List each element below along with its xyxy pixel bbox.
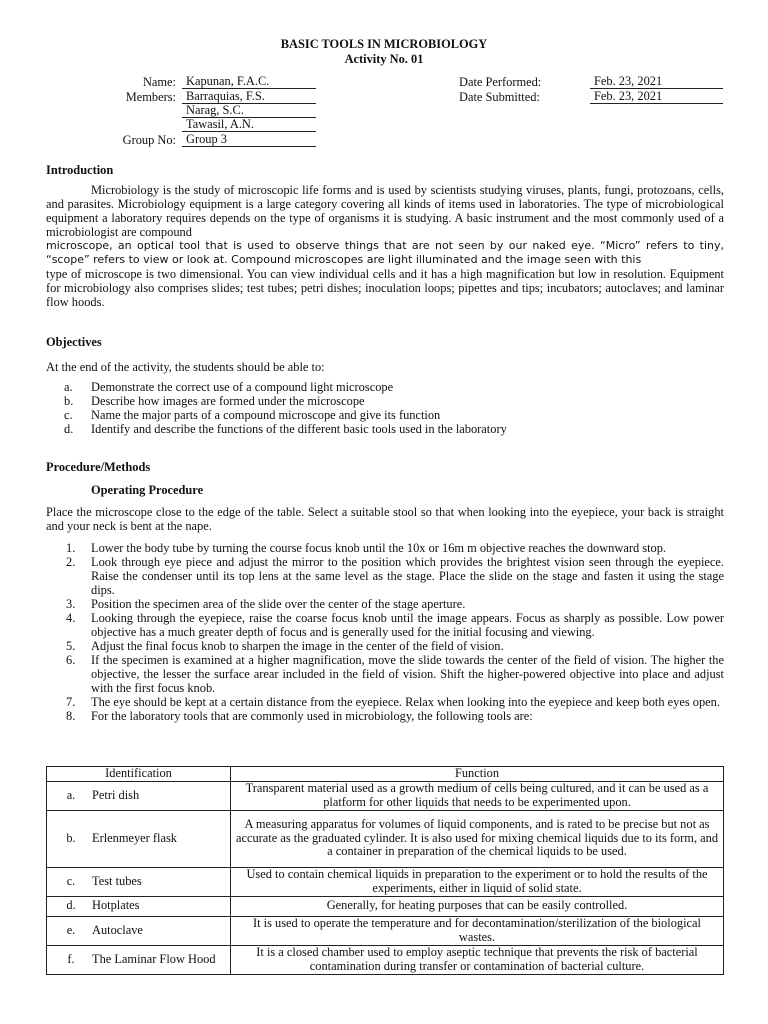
row-marker: d. <box>66 898 76 913</box>
identification-cell <box>47 916 231 945</box>
procedure-step <box>46 555 724 597</box>
objectives-intro: At the end of the activity, the students should be able to: <box>46 360 325 374</box>
tool-name: Test tubes <box>92 873 142 888</box>
list-marker: d. <box>64 422 74 436</box>
step-number: 8. <box>66 709 76 723</box>
list-item-text: Describe how images are formed under the microscope <box>91 394 365 408</box>
step-number: 6. <box>66 653 76 667</box>
group-value: Group 3 <box>182 133 316 147</box>
step-text: For the laboratory tools that are commonly used in microbiology, the following tools are: <box>91 709 533 723</box>
step-text: Look through eye piece and adjust the mirror to the position which provides the brightest vision seen through the eyepiece. Raise the condenser until its top lens at the same level as the stage. Place the slide on the stage and fasten it using the stage dips. <box>91 555 724 597</box>
members-label: Members: <box>125 90 176 104</box>
operating-procedure-subheading: Operating Procedure <box>91 483 204 497</box>
date-submitted-value: Feb. 23, 2021 <box>590 90 723 104</box>
identification-cell <box>47 810 231 867</box>
step-number: 2. <box>66 555 76 569</box>
procedure-step <box>46 709 724 723</box>
tool-name: Autoclave <box>92 922 143 937</box>
row-marker: b. <box>66 830 76 845</box>
list-item <box>46 380 724 394</box>
list-item <box>46 422 724 436</box>
objectives-list <box>46 380 724 436</box>
function-cell: It is used to operate the temperature and for decontamination/sterilization of the biological wastes. <box>231 916 724 945</box>
member-name: Tawasil, A.N. <box>182 118 316 132</box>
table-row <box>47 867 724 896</box>
list-item <box>46 408 724 422</box>
procedure-intro: Place the microscope close to the edge of the table. Select a suitable stool so that when looking into the eyepiece, your back is straight and your neck is bent at the nape. <box>46 505 724 533</box>
name-value: Kapunan, F.A.C. <box>182 75 316 89</box>
function-cell: Transparent material used as a growth medium of cells being cultured, and it can be used as a platform for other liquids that needs to be experimented upon. <box>231 781 724 810</box>
tool-name: Erlenmeyer flask <box>92 830 177 845</box>
function-cell: A measuring apparatus for volumes of liquid components, and is rated to be precise but not as accurate as the graduated cylinder. It is also used for mixing chemical liquids due to its form, and a container in preparation of the chemical liquids to be used. <box>231 810 724 867</box>
table-row <box>47 781 724 810</box>
step-text: Looking through the eyepiece, raise the coarse focus knob until the image appears. Focus as sharply as possible. Low power objective has a much greater depth of focus and is generally used for the initial focusing and viewing. <box>91 611 724 639</box>
procedure-heading: Procedure/Methods <box>46 460 151 474</box>
table-row <box>47 945 724 974</box>
document-title: BASIC TOOLS IN MICROBIOLOGY <box>280 37 488 51</box>
table-row <box>47 916 724 945</box>
member-name: Narag, S.C. <box>182 104 316 118</box>
list-marker: c. <box>64 408 73 422</box>
date-submitted-label: Date Submitted: <box>459 90 540 104</box>
row-marker: f. <box>67 951 75 966</box>
date-performed-label: Date Performed: <box>459 75 542 89</box>
step-text: Lower the body tube by turning the course focus knob until the 10x or 16m m objective reaches the downward stop. <box>91 541 666 555</box>
list-item <box>46 394 724 408</box>
table-row <box>47 810 724 867</box>
identification-cell <box>47 945 231 974</box>
step-number: 5. <box>66 639 76 653</box>
row-marker: c. <box>66 873 76 888</box>
procedure-step <box>46 653 724 695</box>
function-cell: Used to contain chemical liquids in preparation to the experiment or to hold the results of the experiments, either in liquid of solid state. <box>231 867 724 896</box>
list-marker: a. <box>64 380 73 394</box>
row-marker: a. <box>66 787 76 802</box>
introduction-paragraph-part2: microscope, an optical tool that is used to observe things that are not seen by our naked eye. “Micro” refers to tiny, “scope” refers to view or look at. Compound microscopes are light illuminated and the image seen with this <box>46 239 724 266</box>
tools-table <box>46 766 724 975</box>
step-number: 4. <box>66 611 76 625</box>
date-performed-value: Feb. 23, 2021 <box>590 75 723 89</box>
procedure-step <box>46 597 724 611</box>
list-marker: b. <box>64 394 74 408</box>
step-number: 1. <box>66 541 76 555</box>
tool-name: Hotplates <box>92 898 140 913</box>
identification-cell <box>47 867 231 896</box>
procedure-step <box>46 541 724 555</box>
column-header-function: Function <box>231 767 724 782</box>
step-text: Position the specimen area of the slide over the center of the stage aperture. <box>91 597 466 611</box>
procedure-step <box>46 695 724 709</box>
step-text: If the specimen is examined at a higher magnification, move the slide towards the center of the field of vision. The higher the objective, the lesser the surface arear included in the field of vision. Shift the higher-powered objective into place and adjust with the first focus knob. <box>91 653 724 695</box>
procedure-step <box>46 639 724 653</box>
tool-name: The Laminar Flow Hood <box>92 951 216 966</box>
function-cell: It is a closed chamber used to employ aseptic technique that prevents the risk of bacterial contamination during transfer or contamination of bacterial culture. <box>231 945 724 974</box>
identification-cell <box>47 896 231 916</box>
introduction-heading: Introduction <box>46 163 114 177</box>
introduction-text <box>46 183 724 309</box>
table-row <box>47 896 724 916</box>
objectives-heading: Objectives <box>46 335 102 349</box>
introduction-paragraph-part3: type of microscope is two dimensional. You can view individual cells and it has a high magnification but low in resolution. Equipment for microbiology also comprises slides; test tubes; petri dishes; inoculation loops; pipettes and tips; incubators; autoclaves; and laminar flow hoods. <box>46 267 724 309</box>
step-text: The eye should be kept at a certain distance from the eyepiece. Relax when looking into the eyepiece and keep both eyes open. <box>91 695 720 709</box>
list-item-text: Demonstrate the correct use of a compound light microscope <box>91 380 394 394</box>
table-header-row <box>47 767 724 782</box>
group-label: Group No: <box>122 133 176 147</box>
introduction-paragraph-part1: Microbiology is the study of microscopic life forms and is used by scientists studying viruses, plants, fungi, protozoans, cells, and parasites. Microbiology equipment is a large category covering all kinds of items used in laboratories. The type of microbiological equipment a laboratory requires depends on the type of organisms it is studying. A basic instrument and the most commonly used of a microbiologist are compound <box>46 183 724 239</box>
list-item-text: Identify and describe the functions of the different basic tools used in the laboratory <box>91 422 507 436</box>
member-name: Barraquias, F.S. <box>182 90 316 104</box>
step-number: 3. <box>66 597 76 611</box>
step-text: Adjust the final focus knob to sharpen the image in the center of the field of vision. <box>91 639 504 653</box>
procedure-steps-list <box>46 541 724 723</box>
name-label: Name: <box>142 75 176 89</box>
row-marker: e. <box>66 922 76 937</box>
tool-name: Petri dish <box>92 787 140 802</box>
list-item-text: Name the major parts of a compound microscope and give its function <box>91 408 441 422</box>
identification-cell <box>47 781 231 810</box>
step-number: 7. <box>66 695 76 709</box>
procedure-step <box>46 611 724 639</box>
function-cell: Generally, for heating purposes that can be easily controlled. <box>231 896 724 916</box>
column-header-identification: Identification <box>47 767 231 782</box>
activity-number: Activity No. 01 <box>344 52 424 66</box>
